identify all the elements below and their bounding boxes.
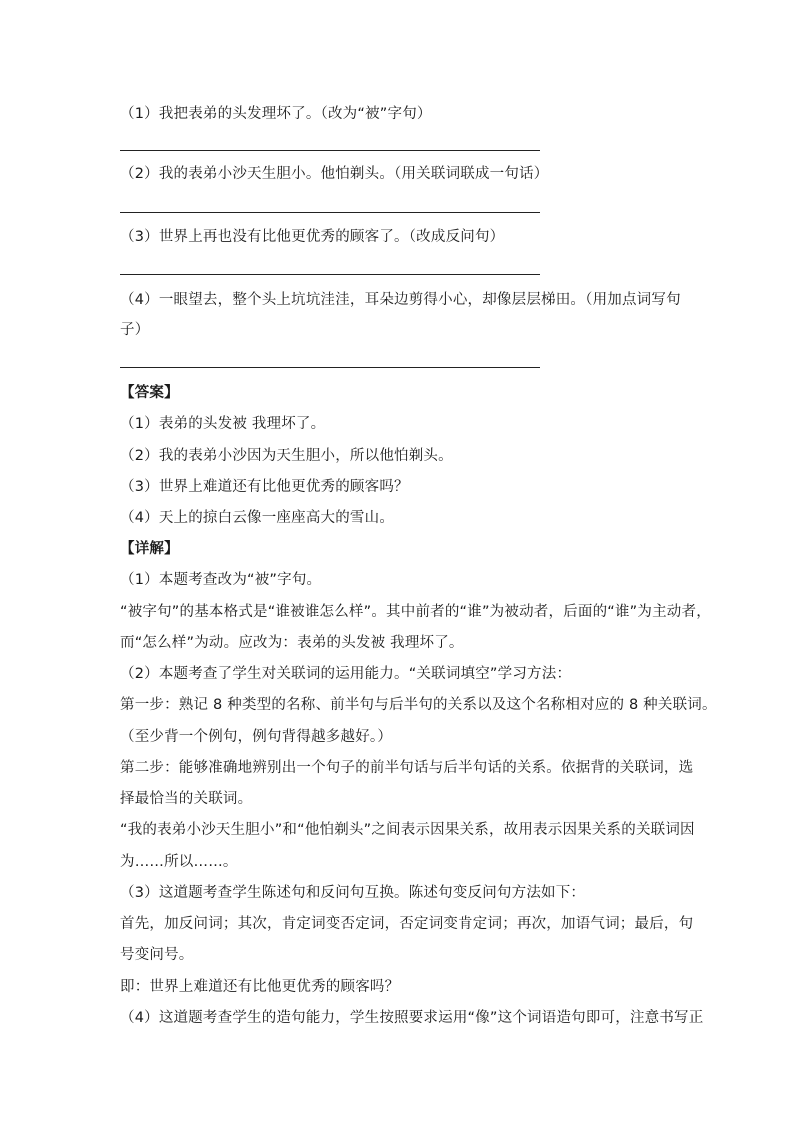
question-3: （3）世界上再也没有比他更优秀的顾客了。（改成反问句） (120, 229, 505, 245)
detail-line: 第一步：熟记 8 种类型的名称、前半句与后半句的关系以及这个名称相对应的 8 种关联词。 (120, 697, 717, 713)
detail-line: 号变问号。 (120, 947, 194, 963)
answer-blank-4[interactable] (120, 367, 540, 368)
question-1: （1）我把表弟的头发理坏了。（改为“被”字句） (120, 106, 432, 122)
detail-line: 为……所以……。 (120, 854, 238, 870)
answer-2: （2）我的表弟小沙因为天生胆小，所以他怕剃头。 (120, 448, 453, 464)
question-2: （2）我的表弟小沙天生胆小。他怕剃头。（用关联词联成一句话） (120, 166, 549, 182)
detail-heading: 【详解】 (120, 541, 179, 557)
detail-line: 第二步：能够准确地辨别出一个句子的前半句话与后半句话的关系。依据背的关联词，选 (120, 760, 694, 776)
answer-1: （1）表弟的头发被 我理坏了。 (120, 416, 326, 432)
detail-line: （4）这道题考查学生的造句能力，学生按照要求运用“像”这个词语造句即可，注意书写正 (120, 1010, 704, 1026)
answer-blank-1[interactable] (120, 150, 540, 151)
detail-line: （2）本题考查了学生对关联词的运用能力。“关联词填空”学习方法： (120, 666, 572, 682)
detail-line: （3）这道题考查学生陈述句和反问句互换。陈述句变反问句方法如下： (120, 885, 586, 901)
detail-line: （至少背一个例句，例句背得越多越好。） (120, 729, 393, 745)
answer-3: （3）世界上难道还有比他更优秀的顾客吗？ (120, 479, 409, 495)
question-4: （4）一眼望去，整个头上坑坑洼洼，耳朵边剪得小心，却像层层梯田。（用加点词写句 (120, 292, 681, 308)
detail-line: 首先，加反问词；其次，肯定词变否定词，否定词变肯定词；再次，加语气词；最后，句 (120, 916, 694, 932)
detail-line: “被字句”的基本格式是“谁被谁怎么样”。其中前者的“谁”为被动者，后面的“谁”为主动者， (120, 604, 711, 620)
detail-line: 而“怎么样”为动。应改为：表弟的头发被 我理坏了。 (120, 635, 464, 651)
detail-line: 即：世界上难道还有比他更优秀的顾客吗？ (120, 979, 400, 995)
detail-line: 择最恰当的关联词。 (120, 791, 253, 807)
answer-4: （4）天上的掠白云像一座座高大的雪山。 (120, 510, 395, 526)
answer-blank-3[interactable] (120, 274, 540, 275)
detail-line: （1）本题考查改为“被”字句。 (120, 572, 322, 588)
answer-blank-2[interactable] (120, 212, 540, 213)
answer-heading: 【答案】 (120, 385, 179, 401)
question-4-cont: 子） (120, 322, 150, 338)
detail-line: “我的表弟小沙天生胆小”和“他怕剃头”之间表示因果关系，故用表示因果关系的关联词因 (120, 822, 695, 838)
